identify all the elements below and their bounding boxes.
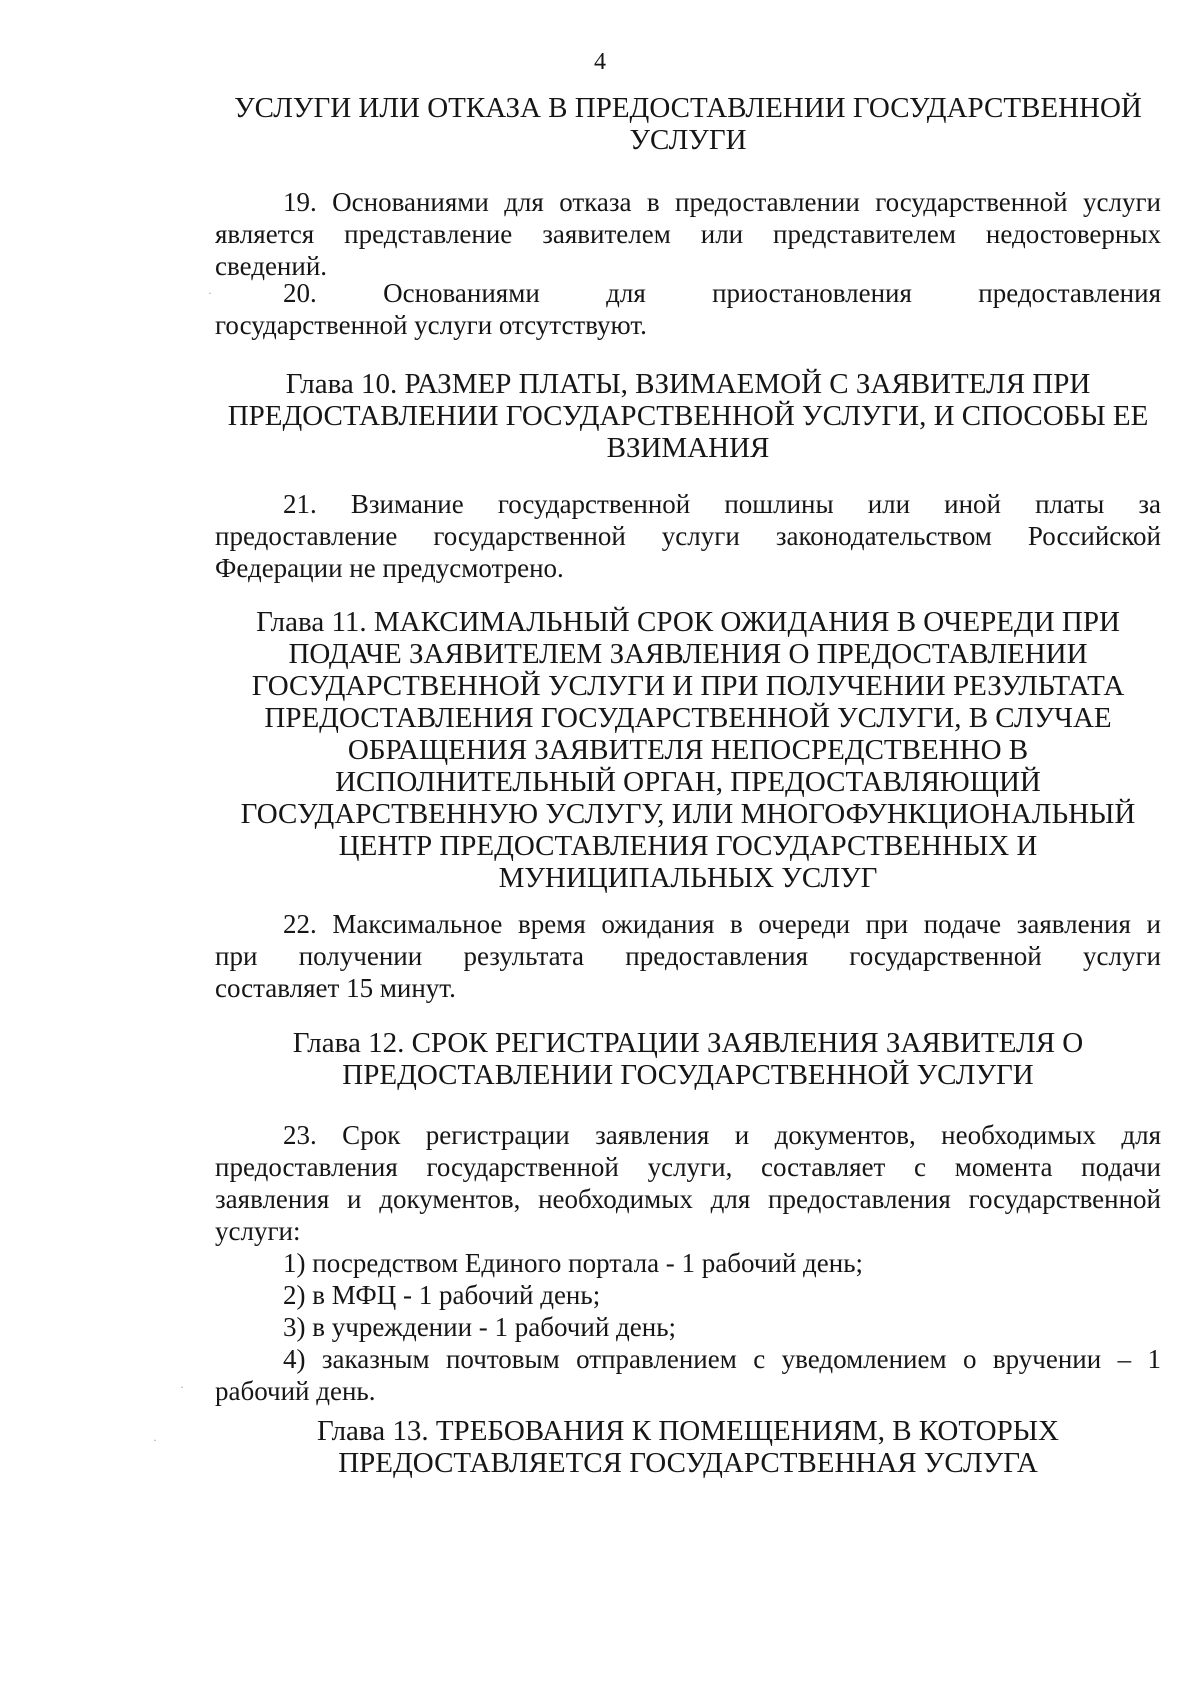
- text-line: при получении результата предоставления государственной услуги: [215, 941, 1161, 971]
- heading-line: УСЛУГИ ИЛИ ОТКАЗА В ПРЕДОСТАВЛЕНИИ ГОСУДАРСТВЕННОЙ: [234, 92, 1142, 124]
- text-line: предоставление государственной услуги законодательством Российской: [215, 521, 1161, 551]
- text-line: 21. Взимание государственной пошлины или иной платы за: [283, 489, 1161, 519]
- heading-line: ЦЕНТР ПРЕДОСТАВЛЕНИЯ ГОСУДАРСТВЕННЫХ И: [338, 830, 1038, 862]
- chapter-13-heading: [215, 1415, 1161, 1479]
- chapter-11-heading: [215, 606, 1161, 894]
- paragraph-20: [215, 277, 1161, 341]
- text-line: составляет 15 минут.: [215, 973, 456, 1003]
- text-line: 23. Срок регистрации заявления и документов, необходимых для: [283, 1120, 1161, 1150]
- text-line: услуги:: [215, 1216, 301, 1246]
- heading-line: ГОСУДАРСТВЕННОЙ УСЛУГИ И ПРИ ПОЛУЧЕНИИ РЕЗУЛЬТАТА: [251, 670, 1125, 702]
- chapter-10-heading: [215, 368, 1161, 464]
- text-line: государственной услуги отсутствуют.: [215, 310, 647, 340]
- text-line: Федерации не предусмотрено.: [215, 553, 564, 583]
- chapter-12-heading: [215, 1027, 1161, 1091]
- text-line: рабочий день.: [215, 1376, 376, 1406]
- heading-line: Глава 12. СРОК РЕГИСТРАЦИИ ЗАЯВЛЕНИЯ ЗАЯВИТЕЛЯ О: [292, 1027, 1084, 1059]
- heading-line: ВЗИМАНИЯ: [606, 432, 770, 464]
- list-item: 4) заказным почтовым отправлением с уведомлением о вручении – 1: [283, 1344, 1161, 1374]
- scan-speck: ·: [208, 286, 212, 300]
- heading-line: ПОДАЧЕ ЗАЯВИТЕЛЕМ ЗАЯВЛЕНИЯ О ПРЕДОСТАВЛЕНИИ: [288, 638, 1088, 670]
- section-heading-top: [215, 92, 1161, 156]
- heading-line: ПРЕДОСТАВЛЕНИЯ ГОСУДАРСТВЕННОЙ УСЛУГИ, В СЛУЧАЕ: [264, 702, 1112, 734]
- heading-line: УСЛУГИ: [629, 124, 747, 156]
- scan-speck: ·: [153, 1433, 157, 1447]
- heading-line: МУНИЦИПАЛЬНЫХ УСЛУГ: [498, 862, 878, 894]
- text-line: 20. Основаниями для приостановления предоставления: [283, 278, 1161, 308]
- heading-line: Глава 13. ТРЕБОВАНИЯ К ПОМЕЩЕНИЯМ, В КОТОРЫХ: [316, 1415, 1059, 1447]
- text-line: предоставления государственной услуги, составляет с момента подачи: [215, 1152, 1161, 1182]
- paragraph-22: [215, 908, 1161, 1004]
- paragraph-19: [215, 186, 1161, 282]
- text-line: заявления и документов, необходимых для предоставления государственной: [215, 1184, 1161, 1214]
- heading-line: ПРЕДОСТАВЛЕНИИ ГОСУДАРСТВЕННОЙ УСЛУГИ: [342, 1059, 1034, 1091]
- heading-line: ПРЕДОСТАВЛЯЕТСЯ ГОСУДАРСТВЕННАЯ УСЛУГА: [338, 1447, 1038, 1479]
- heading-line: ОБРАЩЕНИЯ ЗАЯВИТЕЛЯ НЕПОСРЕДСТВЕННО В: [347, 734, 1029, 766]
- text-line: 19. Основаниями для отказа в предоставлении государственной услуги: [283, 187, 1161, 217]
- list-item: 3) в учреждении - 1 рабочий день;: [283, 1312, 677, 1342]
- paragraph-23: [215, 1119, 1161, 1407]
- heading-line: ПРЕДОСТАВЛЕНИИ ГОСУДАРСТВЕННОЙ УСЛУГИ, И СПОСОБЫ ЕЕ: [227, 400, 1149, 432]
- paragraph-21: [215, 488, 1161, 584]
- heading-line: Глава 11. МАКСИМАЛЬНЫЙ СРОК ОЖИДАНИЯ В ОЧЕРЕДИ ПРИ: [256, 606, 1120, 638]
- list-item: 1) посредством Единого портала - 1 рабочий день;: [283, 1248, 864, 1278]
- heading-line: Глава 10. РАЗМЕР ПЛАТЫ, ВЗИМАЕМОЙ С ЗАЯВИТЕЛЯ ПРИ: [285, 368, 1091, 400]
- scan-speck: ·: [180, 1380, 184, 1394]
- page-number: 4: [594, 49, 606, 75]
- text-line: сведений.: [215, 251, 328, 281]
- heading-line: ИСПОЛНИТЕЛЬНЫЙ ОРГАН, ПРЕДОСТАВЛЯЮЩИЙ: [335, 766, 1041, 798]
- list-item: 2) в МФЦ - 1 рабочий день;: [283, 1280, 601, 1310]
- heading-line: ГОСУДАРСТВЕННУЮ УСЛУГУ, ИЛИ МНОГОФУНКЦИОНАЛЬНЫЙ: [240, 798, 1136, 830]
- text-line: 22. Максимальное время ожидания в очереди при подаче заявления и: [283, 909, 1161, 939]
- text-line: является представление заявителем или представителем недостоверных: [215, 219, 1161, 249]
